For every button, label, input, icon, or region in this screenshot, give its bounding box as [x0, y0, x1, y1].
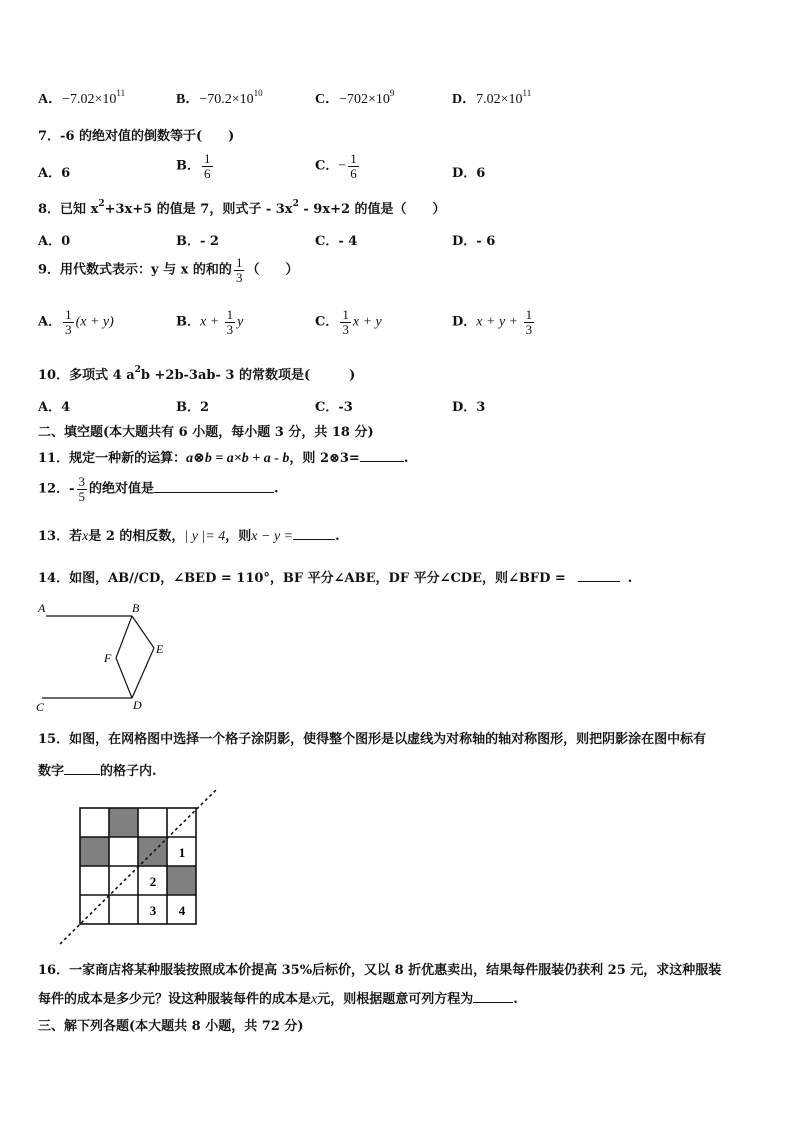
- q14-answer-blank[interactable]: [578, 569, 620, 582]
- q9-option-c: C． $\frac{1}{3}$ x + y: [315, 307, 382, 337]
- q12-text: 12．- $\frac{3}{5}$ 的绝对值是 .: [38, 474, 279, 504]
- q6-option-c: C．$-702\times 10^9$: [315, 88, 395, 107]
- q9-option-a: A． $\frac{1}{3}$ (x + y): [38, 307, 114, 337]
- q6-option-d: D．$7.02\times 10^{11}$: [452, 88, 532, 107]
- q15-answer-blank[interactable]: [64, 762, 100, 775]
- shaded-cell: [80, 837, 109, 866]
- q10-option-a: A．4: [38, 400, 71, 415]
- q7-option-a: A．6: [38, 166, 71, 181]
- q6-option-b: B．$-70.2\times 10^{10}$: [176, 88, 263, 107]
- label-d: D: [133, 698, 142, 712]
- q7-stem: 7．-6 的绝对值的倒数等于( ): [38, 129, 235, 144]
- line-ed: [132, 648, 154, 698]
- q8-option-c: C．- 4: [315, 234, 358, 249]
- section-3-heading: 三、解下列各题(本大题共 8 小题，共 72 分): [38, 1019, 304, 1034]
- q7-option-c: C．− $\frac{1}{6}$: [315, 151, 357, 181]
- cell-label-4: 4: [178, 903, 186, 918]
- q14-text: 14．如图，AB//CD，∠BED = 110°，BF 平分∠ABE，DF 平分∠CDE，则∠BFD = .: [38, 571, 633, 586]
- q8-option-d: D．- 6: [452, 234, 496, 249]
- q8-option-b: B．- 2: [176, 234, 219, 249]
- q10-option-b: B．2: [176, 400, 210, 415]
- q7-option-d: D．6: [452, 166, 486, 181]
- line-be: [132, 616, 154, 648]
- q11-answer-blank[interactable]: [360, 449, 404, 462]
- q10-stem: 10．多项式 4 $a^2b +2b-3ab-$ 3 的常数项是( ): [38, 365, 356, 383]
- label-c: C: [36, 700, 45, 714]
- figure-parallel-lines: [34, 598, 174, 716]
- figure-grid: [56, 786, 222, 948]
- shaded-cell: [109, 808, 138, 837]
- q16-line1: 16．一家商店将某种服装按照成本价提高 35%后标价，又以 8 折优惠卖出，结果每件服装仍获利 25 元，求这种服装: [38, 963, 722, 978]
- shaded-cell: [167, 866, 196, 895]
- label-a: A: [38, 601, 46, 615]
- line-fd: [116, 658, 132, 698]
- q11-text: 11．规定一种新的运算：a⊗b = a×b + a - b，则 2⊗3= .: [38, 451, 409, 466]
- label-b: B: [132, 601, 140, 615]
- q16-answer-blank[interactable]: [473, 990, 513, 1003]
- q15-line2: 数字 的格子内.: [38, 764, 157, 779]
- q10-option-c: C．-3: [315, 400, 353, 415]
- q16-line2: 每件的成本是多少元？设这种服装每件的成本是x元，则根据题意可列方程为 .: [38, 992, 518, 1007]
- cell-label-3: 3: [149, 903, 157, 918]
- label-f: F: [104, 651, 112, 665]
- q8-stem: 8．已知 $x^2+3x+5$ 的值是 7，则式子 - $3x^2 - 9x+2$ 的值是（ ）: [38, 199, 446, 217]
- cell-label-1: 1: [178, 845, 186, 860]
- q13-answer-blank[interactable]: [293, 527, 335, 540]
- q6-option-a: A．$-7.02\times 10^{11}$: [38, 88, 126, 107]
- q12-answer-blank[interactable]: [154, 480, 274, 493]
- q10-option-d: D．3: [452, 400, 486, 415]
- q9-option-d: D．x + y + $\frac{1}{3}$: [452, 307, 533, 337]
- q7-option-b: B． $\frac{1}{6}$: [176, 151, 211, 181]
- label-e: E: [156, 642, 164, 656]
- q9-option-b: B．x + $\frac{1}{3}$ y: [176, 307, 244, 337]
- cell-label-2: 2: [149, 874, 157, 889]
- q8-option-a: A．0: [38, 234, 71, 249]
- q9-stem: 9．用代数式表示：y 与 x 的和的 $\frac{1}{3}$ （ ）: [38, 255, 299, 285]
- q15-line1: 15．如图，在网格图中选择一个格子涂阴影，使得整个图形是以虚线为对称轴的轴对称图形，则把阴影涂在图中标有: [38, 732, 707, 747]
- q13-text: 13．若x是 2 的相反数，| y |= 4，则x − y = .: [38, 529, 340, 544]
- section-2-heading: 二、填空题(本大题共有 6 小题，每小题 3 分，共 18 分): [38, 425, 374, 440]
- line-bf: [116, 616, 132, 658]
